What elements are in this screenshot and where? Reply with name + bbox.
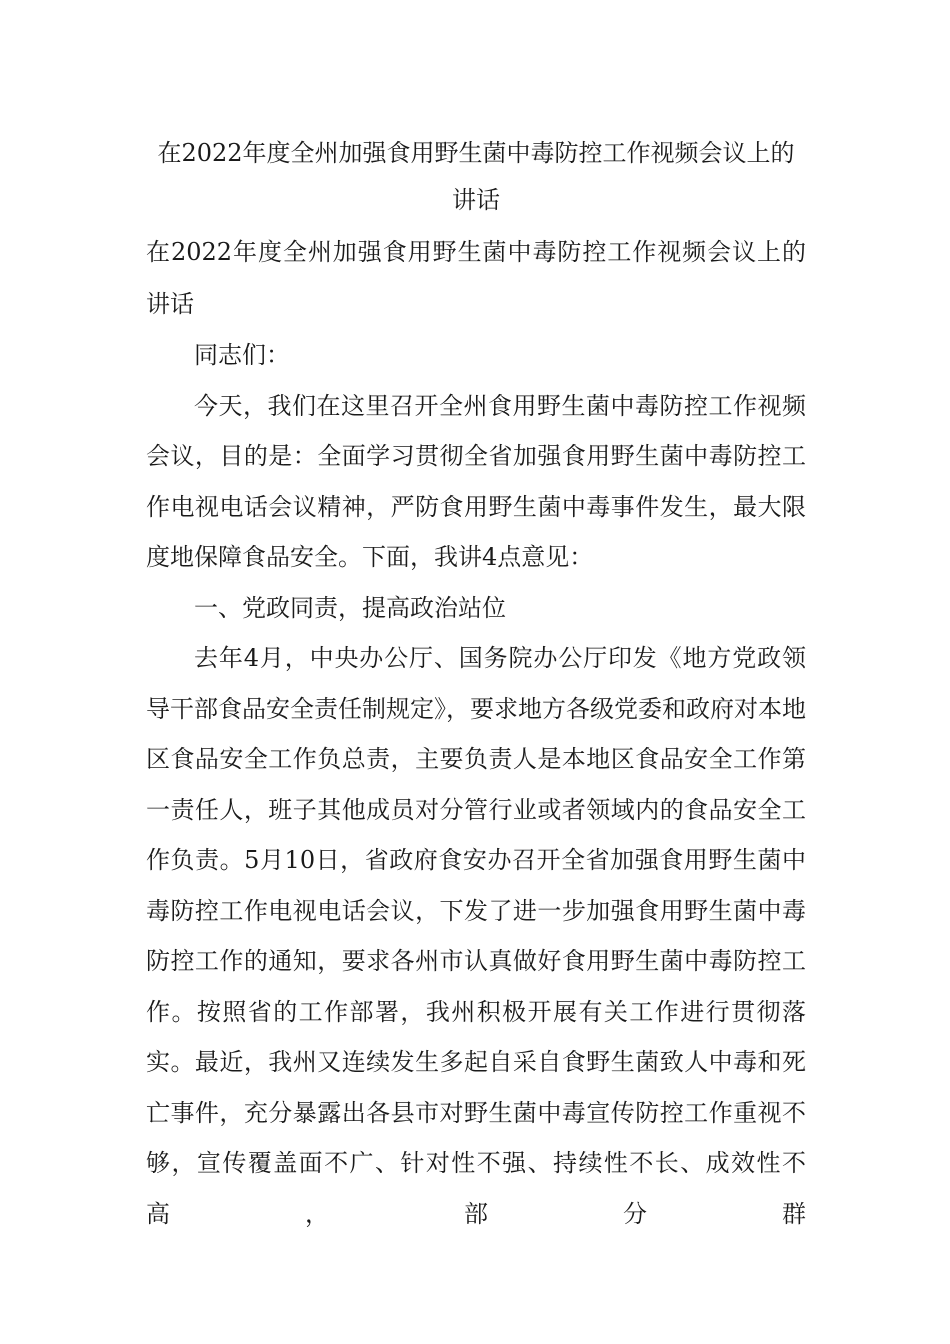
document-title-repeat: 在2022年度全州加强食用野生菌中毒防控工作视频会议上的讲话: [146, 238, 806, 318]
section-heading-1: 一、党政同责，提高政治站位: [194, 593, 506, 622]
document-page: [146, 130, 806, 1239]
greeting: 同志们：: [194, 341, 290, 369]
document-title: 在2022年度全州加强食用野生菌中毒防控工作视频会议上的讲话: [157, 139, 795, 214]
paragraph-intro: 今天，我们在这里召开全州食用野生菌中毒防控工作视频会议，目的是：全面学习贯彻全省加强食用野生菌中毒防控工作电视电话会议精神，严防食用野生菌中毒事件发生，最大限度地保障食品安全。下面，我讲4点意见：: [146, 391, 806, 571]
paragraph-section-1-body: 去年4月，中央办公厅、国务院办公厅印发《地方党政领导干部食品安全责任制规定》，要求地方各级党委和政府对本地区食品安全工作负总责，主要负责人是本地区食品安全工作第一责任人，班子其他成员对分管行业或者领域内的食品安全工作负责。5月10日，省政府食安办召开全省加强食用野生菌中毒防控工作电视电话会议，下发了进一步加强食用野生菌中毒防控工作的通知，要求各州市认真做好食用野生菌中毒防控工作。按照省的工作部署，我州积极开展有关工作进行贯彻落实。最近，我州又连续发生多起自采自食野生菌致人中毒和死亡事件，充分暴露出各县市对野生菌中毒宣传防控工作重视不够，宣传覆盖面不广、针对性不强、持续性不长、成效性不高，部分群: [146, 644, 806, 1228]
